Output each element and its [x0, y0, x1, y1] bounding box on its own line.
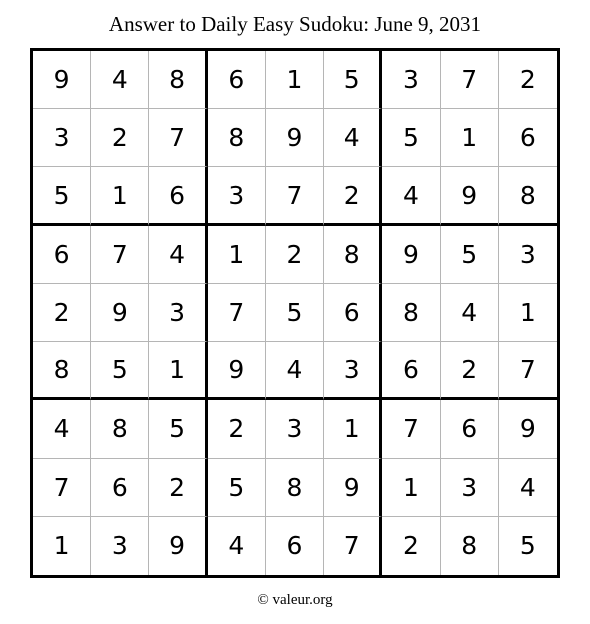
sudoku-cell-r4c4: 1	[208, 226, 266, 284]
sudoku-cell-r6c1: 8	[33, 342, 91, 400]
sudoku-cell-r6c4: 9	[208, 342, 266, 400]
sudoku-cell-r5c5: 5	[266, 284, 324, 342]
sudoku-cell-r7c2: 8	[91, 400, 149, 458]
sudoku-cell-r8c4: 5	[208, 459, 266, 517]
sudoku-cell-r7c8: 6	[441, 400, 499, 458]
sudoku-cell-r5c7: 8	[382, 284, 440, 342]
sudoku-cell-r5c3: 3	[149, 284, 207, 342]
sudoku-cell-r3c9: 8	[499, 167, 557, 225]
sudoku-cell-r9c5: 6	[266, 517, 324, 575]
sudoku-cell-r7c1: 4	[33, 400, 91, 458]
sudoku-cell-r4c7: 9	[382, 226, 440, 284]
sudoku-cell-r9c2: 3	[91, 517, 149, 575]
sudoku-cell-r3c3: 6	[149, 167, 207, 225]
sudoku-cell-r7c6: 1	[324, 400, 382, 458]
sudoku-cell-r1c1: 9	[33, 51, 91, 109]
sudoku-cell-r9c1: 1	[33, 517, 91, 575]
sudoku-cell-r6c9: 7	[499, 342, 557, 400]
sudoku-cell-r2c1: 3	[33, 109, 91, 167]
sudoku-cell-r5c1: 2	[33, 284, 91, 342]
sudoku-cell-r9c7: 2	[382, 517, 440, 575]
sudoku-cell-r6c8: 2	[441, 342, 499, 400]
sudoku-cell-r8c9: 4	[499, 459, 557, 517]
sudoku-cell-r9c8: 8	[441, 517, 499, 575]
sudoku-cell-r2c2: 2	[91, 109, 149, 167]
sudoku-cell-r1c8: 7	[441, 51, 499, 109]
sudoku-cell-r5c6: 6	[324, 284, 382, 342]
sudoku-cell-r7c7: 7	[382, 400, 440, 458]
sudoku-cell-r7c4: 2	[208, 400, 266, 458]
sudoku-cell-r3c7: 4	[382, 167, 440, 225]
sudoku-cell-r3c5: 7	[266, 167, 324, 225]
sudoku-cell-r7c3: 5	[149, 400, 207, 458]
sudoku-cell-r7c5: 3	[266, 400, 324, 458]
copyright-footer: © valeur.org	[257, 592, 333, 608]
sudoku-cell-r4c2: 7	[91, 226, 149, 284]
sudoku-cell-r6c3: 1	[149, 342, 207, 400]
sudoku-cell-r3c1: 5	[33, 167, 91, 225]
sudoku-cell-r2c7: 5	[382, 109, 440, 167]
sudoku-cell-r2c5: 9	[266, 109, 324, 167]
sudoku-cell-r9c9: 5	[519, 531, 536, 561]
sudoku-cell-r4c3: 4	[149, 226, 207, 284]
sudoku-cell-r1c7: 3	[382, 51, 440, 109]
sudoku-cell-r2c3: 7	[149, 109, 207, 167]
sudoku-cell-r5c9: 1	[499, 284, 557, 342]
sudoku-cell-r1c6: 5	[324, 51, 382, 109]
sudoku-cell-r7c9: 9	[499, 400, 557, 458]
sudoku-cell-r4c6: 8	[324, 226, 382, 284]
sudoku-cell-r1c5: 1	[266, 51, 324, 109]
sudoku-cell-r8c2: 6	[91, 459, 149, 517]
sudoku-cell-r4c9: 3	[499, 226, 557, 284]
sudoku-cell-r8c6: 9	[324, 459, 382, 517]
sudoku-cell-r2c4: 8	[208, 109, 266, 167]
sudoku-cell-r3c6: 2	[324, 167, 382, 225]
sudoku-cell-r4c5: 2	[266, 226, 324, 284]
sudoku-cell-r5c8: 4	[441, 284, 499, 342]
sudoku-cell-r4c1: 6	[33, 226, 91, 284]
sudoku-cell-r8c5: 8	[266, 459, 324, 517]
sudoku-cell-r8c8: 3	[441, 459, 499, 517]
sudoku-cell-r5c2: 9	[91, 284, 149, 342]
puzzle-title: Answer to Daily Easy Sudoku: June 9, 2031	[108, 12, 482, 36]
sudoku-cell-r8c1: 7	[33, 459, 91, 517]
sudoku-grid	[30, 48, 560, 578]
sudoku-cell-r3c8: 9	[441, 167, 499, 225]
sudoku-cell-r4c8: 5	[441, 226, 499, 284]
sudoku-cell-r5c4: 7	[208, 284, 266, 342]
sudoku-cell-r1c9: 2	[499, 51, 557, 109]
sudoku-cell-r6c5: 4	[266, 342, 324, 400]
sudoku-cell-r2c6: 4	[324, 109, 382, 167]
sudoku-cell-r9c3: 9	[149, 517, 207, 575]
sudoku-cell-r1c4: 6	[208, 51, 266, 109]
sudoku-cell-r2c9: 6	[499, 109, 557, 167]
sudoku-cell-r6c2: 5	[91, 342, 149, 400]
sudoku-cell-r8c3: 2	[149, 459, 207, 517]
sudoku-cell-r3c4: 3	[208, 167, 266, 225]
sudoku-cell-r8c7: 1	[382, 459, 440, 517]
sudoku-cell-r9c4: 4	[208, 517, 266, 575]
sudoku-cell-r3c2: 1	[91, 167, 149, 225]
sudoku-cell-r2c8: 1	[441, 109, 499, 167]
sudoku-cell-r6c6: 3	[324, 342, 382, 400]
sudoku-cell-r1c2: 4	[91, 51, 149, 109]
sudoku-cell-r1c3: 8	[149, 51, 207, 109]
sudoku-cell-r6c7: 6	[382, 342, 440, 400]
sudoku-cell-r9c6: 7	[324, 517, 382, 575]
